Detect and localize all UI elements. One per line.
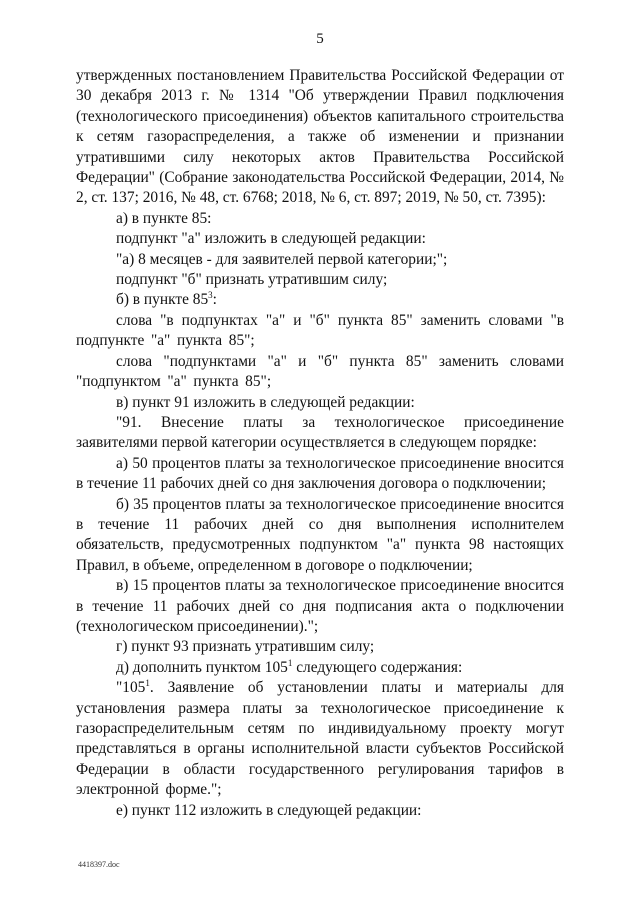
- words-replace-2: слова "подпунктами "а" и "б" пункта 85" заменить словами "подпунктом "а" пункта 85";: [76, 352, 564, 391]
- item-e-heading: е) пункт 112 изложить в следующей редакции:: [116, 801, 422, 819]
- point-91-b: б) 35 процентов платы за технологическое присоединение вносится в течение 11 рабочих дней со дня выполнения исполнителем обязательств, предусмотренных подпунктом "а" пункта 98 настоящих Правил, в объеме, определенном в договоре о подключении;: [76, 495, 564, 574]
- item-d-heading: д) дополнить пунктом $105^1$ следующего содержания:: [116, 657, 463, 676]
- subitem-a-text: "а) 8 месяцев - для заявителей первой категории;";: [116, 250, 448, 268]
- item-v-heading: в) пункт 91 изложить в следующей редакции:: [116, 393, 415, 411]
- footer-filename: 4418397.doc: [78, 860, 120, 869]
- item-b-heading: б) в пункте $85^3$:: [116, 290, 217, 309]
- superscript: 1: [287, 657, 293, 668]
- document-body: [76, 66, 564, 821]
- subitem-b-instruction: подпункт "б" признать утратившим силу;: [116, 271, 388, 289]
- point-105-1-text: "$105^1$. Заявление об установлении платы и материалы для установления размера платы за технологическое присоединение к газораспределительным сетям по индивидуальному проекту могут представляться в органы исполнительной власти субъектов Российской Федерации в области государственного регулирования тарифов в электронной форме.";: [76, 678, 564, 799]
- page-number: 5: [316, 31, 324, 47]
- superscript: 3: [208, 290, 213, 301]
- item-g: г) пункт 93 признать утратившим силу;: [116, 638, 375, 656]
- words-replace-1: слова "в подпунктах "а" и "б" пункта 85" заменить словами "в подпункте "а" пункта 85";: [76, 311, 564, 350]
- superscript: 1: [145, 678, 150, 689]
- point-91-text: "91. Внесение платы за технологическое присоединение заявителями первой категории осуществляется в следующем порядке:: [76, 413, 564, 452]
- item-a-heading: а) в пункте 85:: [116, 209, 212, 227]
- point-91-v: в) 15 процентов платы за технологическое присоединение вносится в течение 11 рабочих дней со дня подписания акта о подключении (технологическом присоединении).";: [76, 577, 564, 635]
- subitem-a-instruction: подпункт "а" изложить в следующей редакции:: [116, 230, 426, 248]
- intro-paragraph: утвержденных постановлением Правительства Российской Федерации от 30 декабря 2013 г. № 1314 "Об утверждении Правил подключения (технологического присоединения) объектов капитального строительства к сетям газораспределения, а также об изменении и признании утратившими силу некоторых актов Правительства Российской Федерации" (Собрание законодательства Российской Федерации, 2014, № 2, ст. 137; 2016, № 48, ст. 6768; 2018, № 6, ст. 897; 2019, № 50, ст. 7395):: [76, 67, 564, 207]
- point-91-a: а) 50 процентов платы за технологическое присоединение вносится в течение 11 рабочих дней со дня заключения договора о подключении;: [76, 454, 564, 493]
